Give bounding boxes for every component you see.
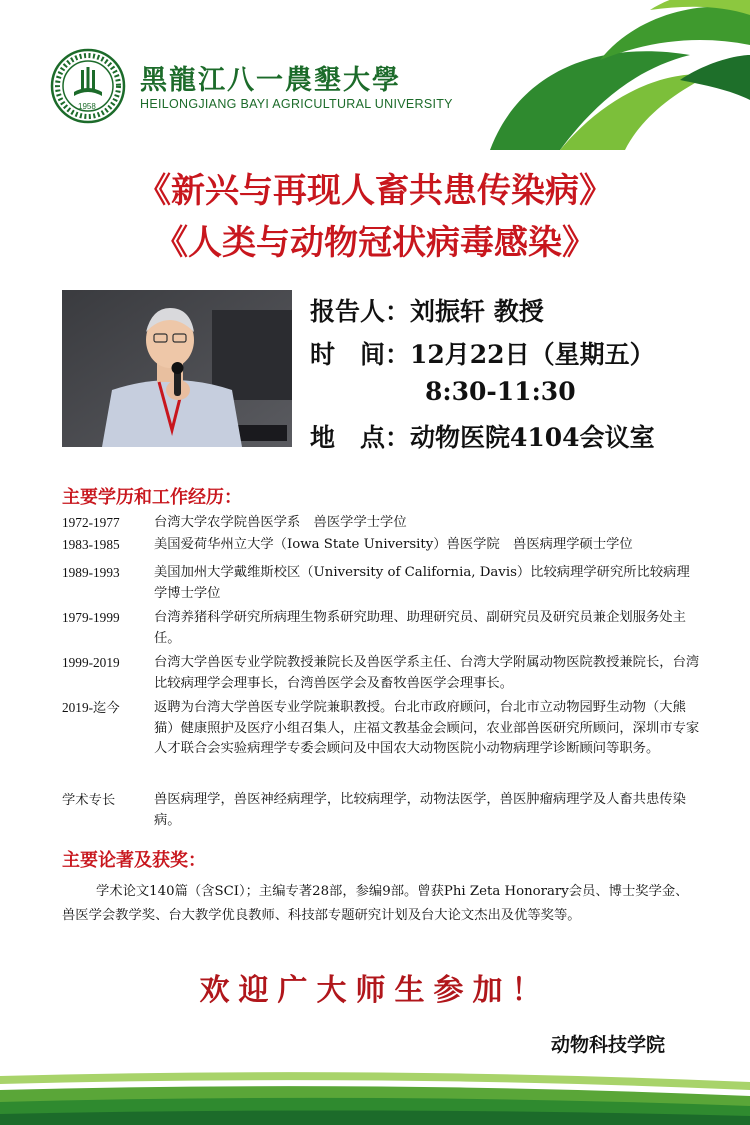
organizer-college: 动物科技学院 [550,1034,665,1056]
speaker-line: 报告人：刘振轩 教授 [310,297,544,326]
publications-heading: 主要论著及获奖： [62,850,206,871]
experience-text: 台湾养猪科学研究所病理生物系研究助理、助理研究员、副研究员及研究员兼企划服务处主任。 [154,610,686,646]
experience-row [62,535,702,556]
experience-year: 1979-1999 [62,610,120,625]
experience-row [62,513,702,534]
place-line: 地 点：动物医院4104会议室 [310,423,655,452]
speaker-photo [62,290,292,447]
experience-year: 1972-1977 [62,515,120,530]
experience-year: 1983-1985 [62,537,120,552]
footer-green-stripes [0,1072,750,1125]
university-name-cn: 黑龍江八一農墾大學 [140,65,401,96]
publications-text: 学术论文140篇（含SCI）；主编专著28部，参编9部。曾获Phi Zeta Honorary会员、博士奖学金、兽医学会教学奖、台大教学优良教师、科技部专题研究计划及台大论文杰出及优等奖等。 [62,884,689,923]
experience-year: 1999-2019 [62,655,120,670]
experience-text: 兽医病理学，兽医神经病理学，比较病理学，动物法医学，兽医肿瘤病理学及人畜共患传染病。 [154,792,686,828]
experience-year: 1989-1993 [62,565,120,580]
university-name-en: HEILONGJIANG BAYI AGRICULTURAL UNIVERSITY [140,97,453,111]
experience-text: 返聘为台湾大学兽医专业学院兼职教授。台北市政府顾问，台北市立动物园野生动物（大熊猫）健康照护及医疗小组召集人，庄福文教基金会顾问，农业部兽医研究所顾问，深圳市专家人才联合会实验病理学专委会顾问及中国农大动物医院小动物病理学诊断顾问等职务。 [154,700,700,756]
experience-text: 美国加州大学戴维斯校区（University of California, Davis）比较病理学研究所比较病理学博士学位 [154,565,690,601]
logo-year: 1958 [78,102,96,111]
lecture-title-2: 《人类与动物冠状病毒感染》 [154,223,596,263]
time-range: 8:30-11:30 [425,377,576,406]
experience-row [62,790,702,831]
university-logo [50,48,126,124]
experience-row [62,563,702,604]
experience-row [62,698,702,760]
experience-heading: 主要学历和工作经历： [62,487,242,508]
experience-year: 学术专长 [62,792,116,807]
time-line: 时 间：12月22日（星期五） [310,340,655,369]
experience-text: 美国爱荷华州立大学（Iowa State University）兽医学院 兽医病理学硕士学位 [154,537,633,552]
welcome-slogan: 欢迎广大师生参加！ [199,973,551,1008]
experience-row [62,608,702,649]
lecture-title-1: 《新兴与再现人畜共患传染病》 [137,171,613,211]
green-leaves-decoration [450,0,750,160]
experience-text: 台湾大学兽医专业学院教授兼院长及兽医学系主任、台湾大学附属动物医院教授兼院长，台湾比较病理学会理事长，台湾兽医学会及畜牧兽医学会理事长。 [154,655,700,691]
experience-text: 台湾大学农学院兽医学系 兽医学学士学位 [154,515,407,530]
experience-year: 2019-迄今 [62,700,120,715]
experience-row [62,653,702,694]
